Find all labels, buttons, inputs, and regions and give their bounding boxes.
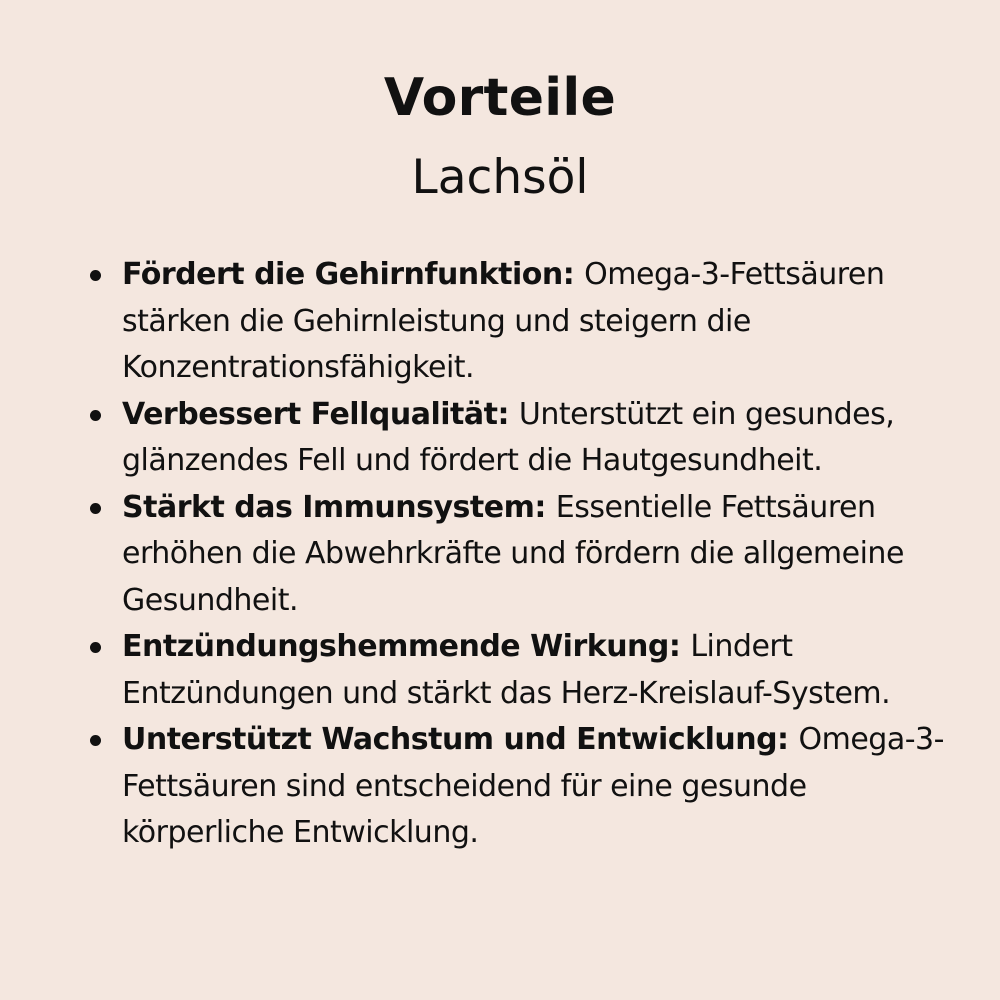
benefit-text: Essentielle Fettsäuren erhöhen die Abwehrkräfte und fördern die allgemeine Gesundheit. <box>122 489 904 618</box>
list-item-anti-inflammatory <box>88 624 958 717</box>
bullet-icon <box>90 642 101 653</box>
benefit-text: Lindert Entzündungen und stärkt das Herz-Kreislauf-System. <box>122 629 891 711</box>
bullet-icon <box>90 410 101 421</box>
benefit-title: Fördert die Gehirnfunktion: <box>122 257 585 292</box>
benefit-text: Omega-3-Fettsäuren sind entscheidend für eine gesunde körperliche Entwicklung. <box>122 722 944 850</box>
list-item-brain-function <box>88 252 958 392</box>
bullet-icon <box>90 503 101 514</box>
benefits-list <box>88 252 958 857</box>
benefit-text: Omega-3-Fettsäuren stärken die Gehirnleistung und steigern die Konzentrationsfähigkeit. <box>122 257 885 385</box>
bullet-icon <box>90 735 101 746</box>
benefit-title: Stärkt das Immunsystem: <box>122 489 556 525</box>
list-item-growth-development <box>88 717 958 857</box>
bullet-icon <box>90 270 101 281</box>
list-item-coat-quality <box>88 392 958 485</box>
benefit-title: Verbessert Fellqualität: <box>122 396 519 432</box>
list-item-immune-system <box>88 485 958 625</box>
benefit-title: Entzündungshemmende Wirkung: <box>122 629 691 664</box>
page-subtitle: Lachsöl <box>411 150 589 205</box>
benefit-text: Unterstützt ein gesundes, glänzendes Fell und fördert die Hautgesundheit. <box>122 396 895 478</box>
page-title: Vorteile <box>383 68 617 128</box>
benefit-title: Unterstützt Wachstum und Entwicklung: <box>122 722 799 757</box>
